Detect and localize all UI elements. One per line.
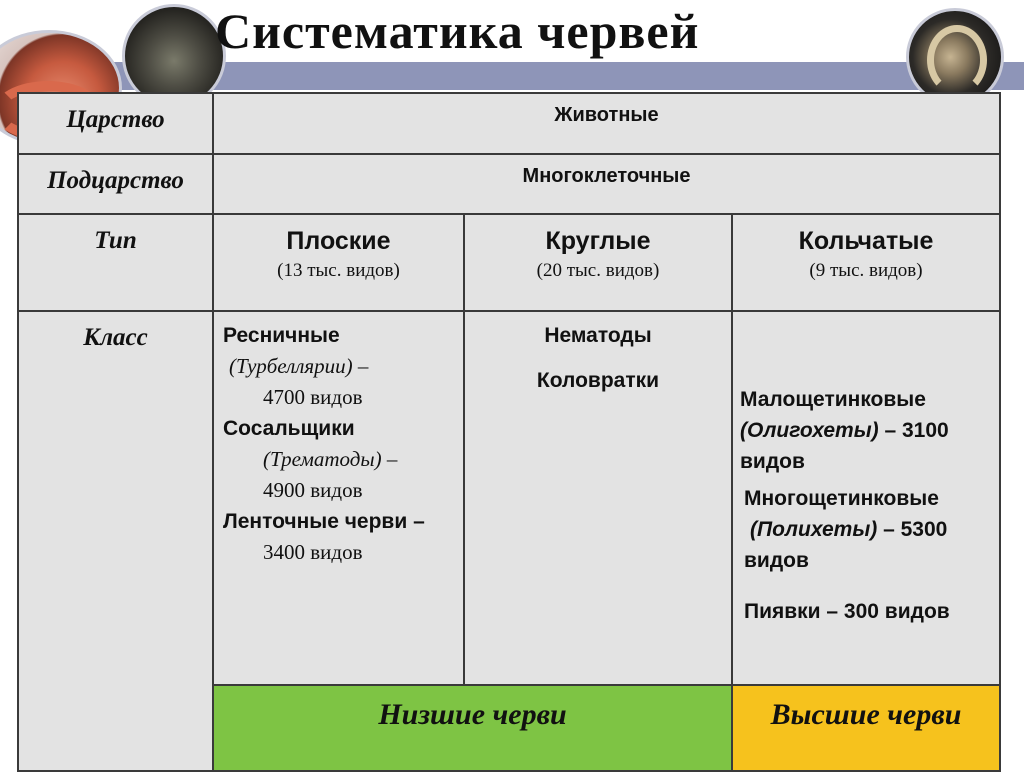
class-count: видов <box>740 450 805 473</box>
taxonomy-table <box>17 92 1001 772</box>
type-name: Кольчатые <box>798 227 934 255</box>
class-alt-name: (Полихеты) <box>750 518 878 541</box>
row-label-subkingdom: Подцарство <box>18 154 213 214</box>
type-count: (13 тыс. видов) <box>277 260 400 281</box>
row-subkingdom <box>18 154 1000 214</box>
type-annelid <box>732 214 1000 311</box>
class-flat <box>213 311 464 685</box>
class-count: 4900 видов <box>263 478 363 502</box>
dash: – <box>352 354 369 378</box>
type-count: (20 тыс. видов) <box>536 260 660 281</box>
higher-worms-label: Высшие черви <box>732 685 1000 771</box>
class-name: Сосальщики <box>223 417 355 440</box>
class-name: Малощетинковые <box>740 388 926 411</box>
class-count: – 3100 <box>878 419 949 442</box>
row-type <box>18 214 1000 311</box>
class-round <box>464 311 732 685</box>
class-name: Коловратки <box>536 369 660 392</box>
subkingdom-value: Многоклеточные <box>213 154 1000 214</box>
row-class <box>18 311 1000 685</box>
row-kingdom <box>18 93 1000 154</box>
class-alt-name: (Олигохеты) <box>740 419 879 442</box>
class-count: 4700 видов <box>263 385 363 409</box>
type-name: Плоские <box>286 227 391 255</box>
dash: – <box>381 447 398 471</box>
class-count: – 5300 <box>877 518 948 541</box>
class-name: Ресничные <box>223 324 340 347</box>
class-count: 3400 видов <box>263 540 363 564</box>
class-count: видов <box>744 549 809 572</box>
class-annelid <box>732 311 1000 685</box>
lower-worms-label: Низшие черви <box>213 685 732 771</box>
class-name: Пиявки – 300 видов <box>744 600 950 623</box>
class-name: Ленточные черви – <box>223 510 425 533</box>
page-title: Систематика червей <box>215 3 700 59</box>
type-round <box>464 214 732 311</box>
class-alt-name: (Турбеллярии) <box>229 354 353 378</box>
type-flat <box>213 214 464 311</box>
class-alt-name: (Трематоды) <box>263 447 382 471</box>
row-label-kingdom: Царство <box>18 93 213 154</box>
class-name: Многощетинковые <box>744 487 939 510</box>
kingdom-value: Животные <box>213 93 1000 154</box>
class-name: Нематоды <box>544 324 652 347</box>
type-name: Круглые <box>545 227 651 255</box>
row-label-type: Тип <box>18 214 213 311</box>
row-label-class: Класс <box>18 311 213 771</box>
type-count: (9 тыс. видов) <box>809 260 923 281</box>
